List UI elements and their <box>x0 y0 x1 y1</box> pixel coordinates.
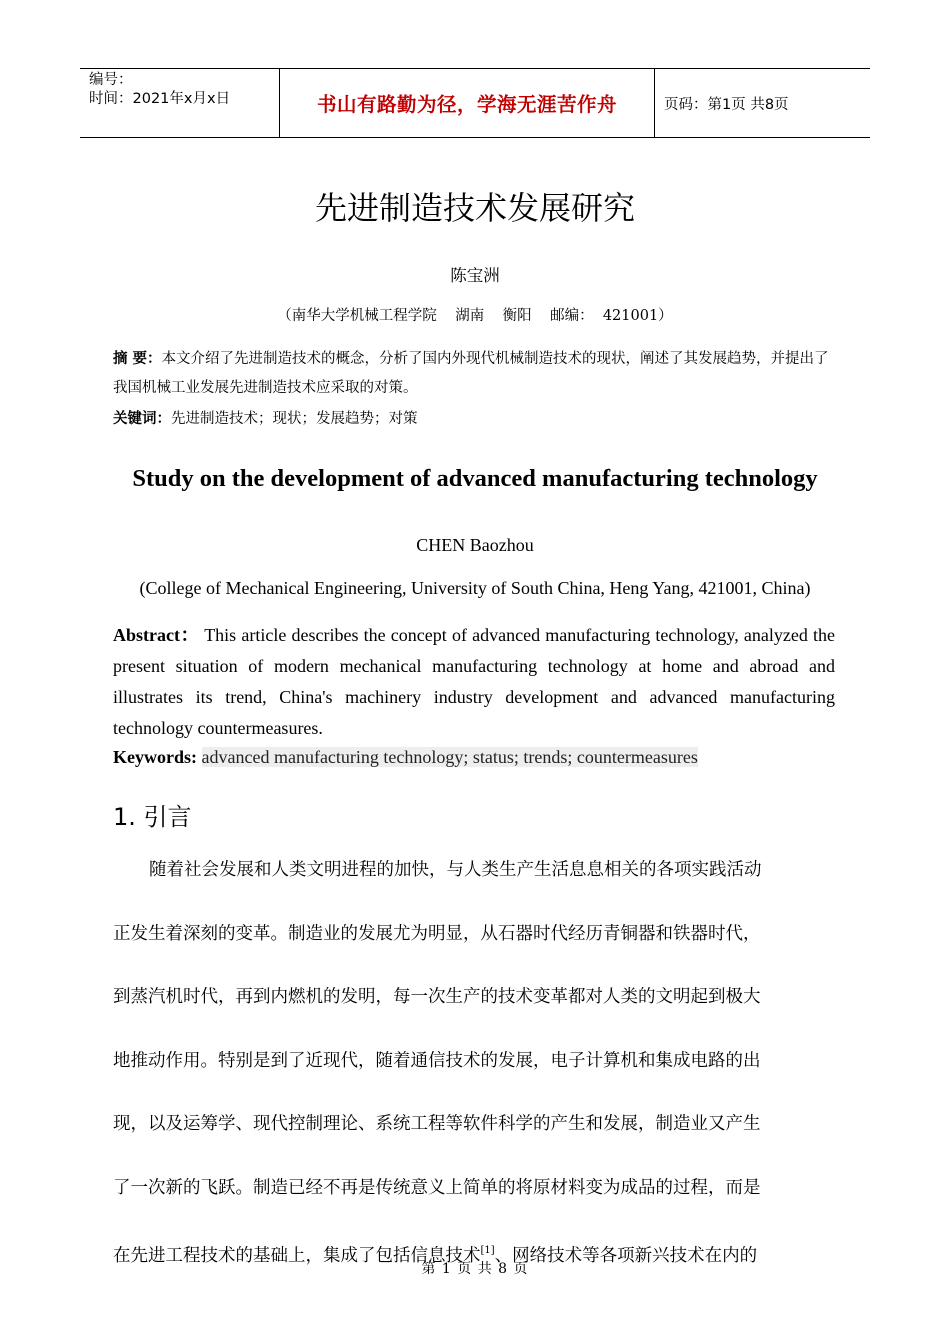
body-line-text: 、网络技术等各项新兴技术在内的 <box>494 1246 758 1266</box>
body-line: 正发生着深刻的变革。制造业的发展尤为明显，从石器时代经历青铜器和铁器时代， <box>113 923 761 944</box>
cn-abstract-label: 摘 要： <box>113 351 162 367</box>
english-keywords-text: advanced manufacturing technology; status; trends; countermeasures <box>201 747 698 767</box>
english-keywords-label: Keywords: <box>113 747 197 767</box>
body-line-text: 在先进工程技术的基础上，集成了包括信息技术 <box>113 1246 481 1266</box>
body-line: 到蒸汽机时代，再到内燃机的发明，每一次生产的技术变革都对人类的文明起到极大 <box>113 987 761 1007</box>
body-line: 现，以及运筹学、现代控制理论、系统工程等软件科学的产生和发展，制造业又产生 <box>113 1114 761 1134</box>
body-line: 地推动作用。特别是到了近现代，随着通信技术的发展，电子计算机和集成电路的出 <box>113 1050 761 1071</box>
number-label: 编号： <box>89 72 133 88</box>
english-keywords <box>113 742 835 773</box>
body-paragraph <box>113 846 835 1291</box>
time-label: 时间：2021年x月x日 <box>89 91 231 107</box>
cn-abstract <box>113 345 835 403</box>
english-abstract <box>113 620 835 744</box>
cn-keywords-text: 先进制造技术；现状；发展趋势；对策 <box>171 411 418 427</box>
section-heading: 1. 引言 <box>113 803 192 831</box>
author: 陈宝洲 <box>450 266 500 285</box>
page-footer: 第 1 页 共 8 页 <box>421 1261 529 1277</box>
body-line: 随着社会发展和人类文明进程的加快，与人类生产生活息息相关的各项实践活动 <box>149 860 762 880</box>
cn-keywords-label: 关键词： <box>113 411 171 427</box>
motto: 书山有路勤为径，学海无涯苦作舟 <box>316 93 617 116</box>
citation-ref[interactable]: [1] <box>480 1245 495 1256</box>
english-affiliation: (College of Mechanical Engineering, University of South China, Heng Yang, 421001, China) <box>139 578 811 598</box>
english-title: Study on the development of advanced manufacturing technology <box>132 465 818 492</box>
header-motto-cell <box>280 69 655 137</box>
affiliation: （南华大学机械工程学院 湖南 衡阳 邮编： 421001） <box>277 308 673 324</box>
header-page-info: 页码：第1页 共8页 <box>664 96 789 113</box>
english-abstract-text: This article describes the concept of advanced manufacturing technology, analyzed the present situation of modern mechanical manufacturing technology at home and abroad and illustrates its trend, China's machinery industry development and advanced manufacturing technology countermeasures. <box>113 625 835 738</box>
cn-keywords <box>113 405 835 434</box>
body-line: 了一次新的飞跃。制造已经不再是传统意义上简单的将原材料变为成品的过程，而是 <box>113 1177 761 1198</box>
english-author: CHEN Baozhou <box>416 535 534 555</box>
english-abstract-label: Abstract： <box>113 625 200 645</box>
header-left-cell <box>80 69 280 137</box>
cn-abstract-text: 本文介绍了先进制造技术的概念，分析了国内外现代机械制造技术的现状，阐述了其发展趋势，并提出了我国机械工业发展先进制造技术应采取的对策。 <box>113 351 829 396</box>
header-table <box>80 68 870 138</box>
page-title: 先进制造技术发展研究 <box>314 189 635 227</box>
